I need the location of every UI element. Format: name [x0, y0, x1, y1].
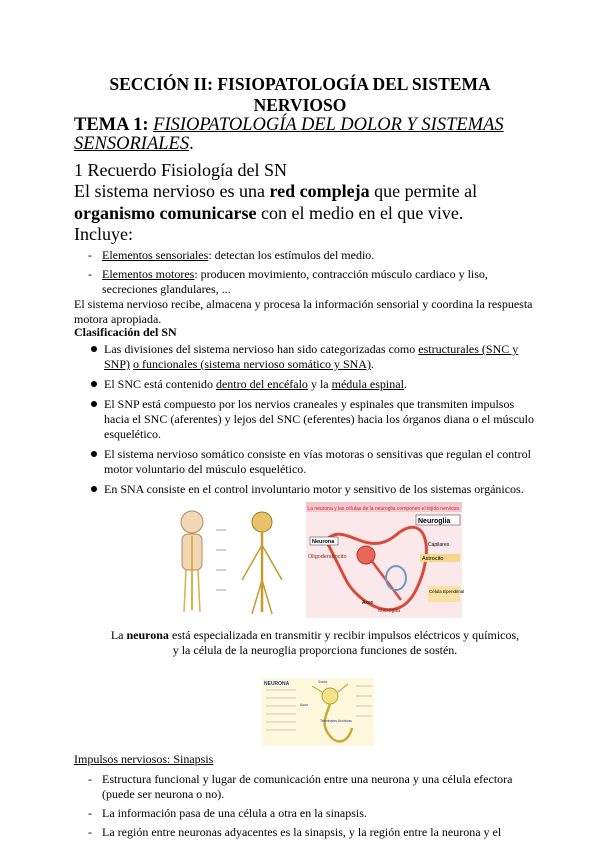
bullet-text: El SNP está compuesto por los nervios craneales y espinales que transmiten impulsos hacia el SNC (aferentes) y lejos del SNC (eferentes) hacia los órganos diana o el músculo esquelético. [104, 397, 534, 441]
tema-prefix: TEMA 1: [74, 115, 149, 135]
bullet-underlined: médula espinal [331, 377, 404, 391]
bullet-text: y la [307, 377, 332, 391]
include-term: Elementos sensoriales [102, 248, 209, 262]
label-microglia: Microglia [378, 608, 401, 614]
list-item [88, 267, 528, 297]
label-neurona: Neurona [312, 539, 335, 545]
list-item [88, 447, 538, 477]
incluye-heading: Incluye: [74, 224, 133, 244]
bullet-underlined: estructurales (SNC y SNP) [104, 342, 519, 371]
impulsos-heading: Impulsos nerviosos: Sinapsis [74, 752, 214, 766]
sinapsis-list [88, 772, 518, 844]
intro-text-3: con el medio en el que vive. [256, 203, 464, 223]
includes-list [88, 248, 528, 301]
bullet-marker [91, 486, 97, 492]
sinapsis-text: La región entre neuronas adyacentes es la sinapsis, y la región entre la neurona y el [102, 825, 502, 839]
figure1-caption [110, 628, 520, 658]
list-item [88, 825, 518, 840]
label-neuroglia: Neuroglia [418, 518, 451, 525]
figure2-title: NEURONA [264, 681, 290, 687]
caption-bold: neurona [126, 628, 169, 642]
include-desc: : producen movimiento, contracción músculo cardiaco y liso, secreciones glandulares, ... [102, 267, 488, 296]
section-heading-line1: SECCIÓN II: FISIOPATOLOGÍA DEL SISTEMA [109, 74, 491, 94]
bullet-underlined: o funcionales (sistema nervioso somático y SNA) [133, 357, 371, 371]
human-body-icon [181, 511, 203, 612]
dash-marker: - [88, 772, 92, 786]
label-terminales: Terminales Axónicas [320, 719, 352, 723]
intro-text-1: El sistema nervioso es una [74, 181, 270, 201]
caption-text-2: está especializada en transmitir y recibir impulsos eléctricos y químicos, y la célula de la neuroglia proporciona funciones de sostén. [168, 628, 520, 657]
neuron-figure [260, 676, 376, 748]
label-astrocito: Astrocito [422, 556, 444, 562]
bullet-text: El SNC está contenido [104, 377, 216, 391]
bullet-text: . [370, 357, 374, 371]
list-item [88, 806, 518, 821]
soma-icon [322, 688, 338, 704]
label-ependimal: Célula Ependimal [429, 589, 464, 594]
section-heading-line2: NERVIOSO [253, 95, 347, 115]
list-item [88, 342, 538, 372]
tema-suffix: . [189, 134, 194, 154]
bullet-marker [91, 451, 97, 457]
neuron-diagram [260, 676, 376, 748]
dash-marker: - [88, 267, 92, 281]
nervous-system-figure [166, 500, 464, 620]
bullet-text: El sistema nervioso somático consiste en vías motoras o sensitivas que regulan el control motor voluntario del músculo esquelético. [104, 447, 531, 476]
figure1-banner: La neurona y las células de la neuroglia componen el tejido nervioso. [307, 506, 461, 512]
sinapsis-text: La información pasa de una célula a otra en la sinapsis. [102, 806, 367, 820]
label-soma: Soma [318, 680, 328, 684]
intro-bold-1: red compleja [269, 181, 370, 201]
clasificacion-list [88, 342, 538, 502]
bullet-text: Las divisiones del sistema nervioso han sido categorizadas como [104, 342, 419, 356]
dash-marker: - [88, 248, 92, 262]
list-item [88, 377, 538, 392]
tema-heading [74, 116, 544, 154]
list-item [88, 482, 538, 497]
bullet-marker [91, 401, 97, 407]
label-axon: Axon [300, 703, 308, 707]
clasificacion-heading: Clasificación del SN [74, 325, 177, 339]
label-oligodendrocito: Oligodendrocito [308, 554, 347, 560]
nervous-system-illustration [166, 500, 464, 620]
dash-marker: - [88, 825, 92, 839]
section-heading [60, 74, 540, 116]
sn-paragraph: El sistema nervioso recibe, almacena y procesa la información sensorial y coordina la respuesta motora apropiada. [74, 297, 533, 326]
bullet-text: . [403, 377, 407, 391]
list-item [88, 772, 518, 802]
bullet-text: En SNA consiste en el control involuntario motor y sensitivo de los sistemas orgánicos. [104, 482, 524, 496]
bullet-marker [91, 381, 97, 387]
dash-marker: - [88, 806, 92, 820]
list-item [88, 248, 528, 263]
bullet-marker [91, 346, 97, 352]
intro-paragraph [74, 180, 544, 224]
bullet-underlined: dentro del encéfalo [215, 377, 308, 391]
include-desc: : detectan los estímulos del medio. [208, 248, 375, 262]
label-axon: Axon [362, 600, 374, 606]
intro-bold-2: organismo comunicarse [74, 203, 257, 223]
sinapsis-text: Estructura funcional y lugar de comunicación entre una neurona y una célula efectora (puede ser neurona o no). [102, 772, 513, 801]
tema-title: FISIOPATOLOGÍA DEL DOLOR Y SISTEMAS SENSORIALES [74, 115, 504, 154]
intro-text-2: que permite al [369, 181, 478, 201]
caption-text-1: La [110, 628, 127, 642]
list-item [88, 397, 538, 442]
subsection-heading: 1 Recuerdo Fisiología del SN [74, 160, 287, 180]
label-capilares: Capilares [428, 542, 450, 548]
include-term: Elementos motores [102, 267, 195, 281]
